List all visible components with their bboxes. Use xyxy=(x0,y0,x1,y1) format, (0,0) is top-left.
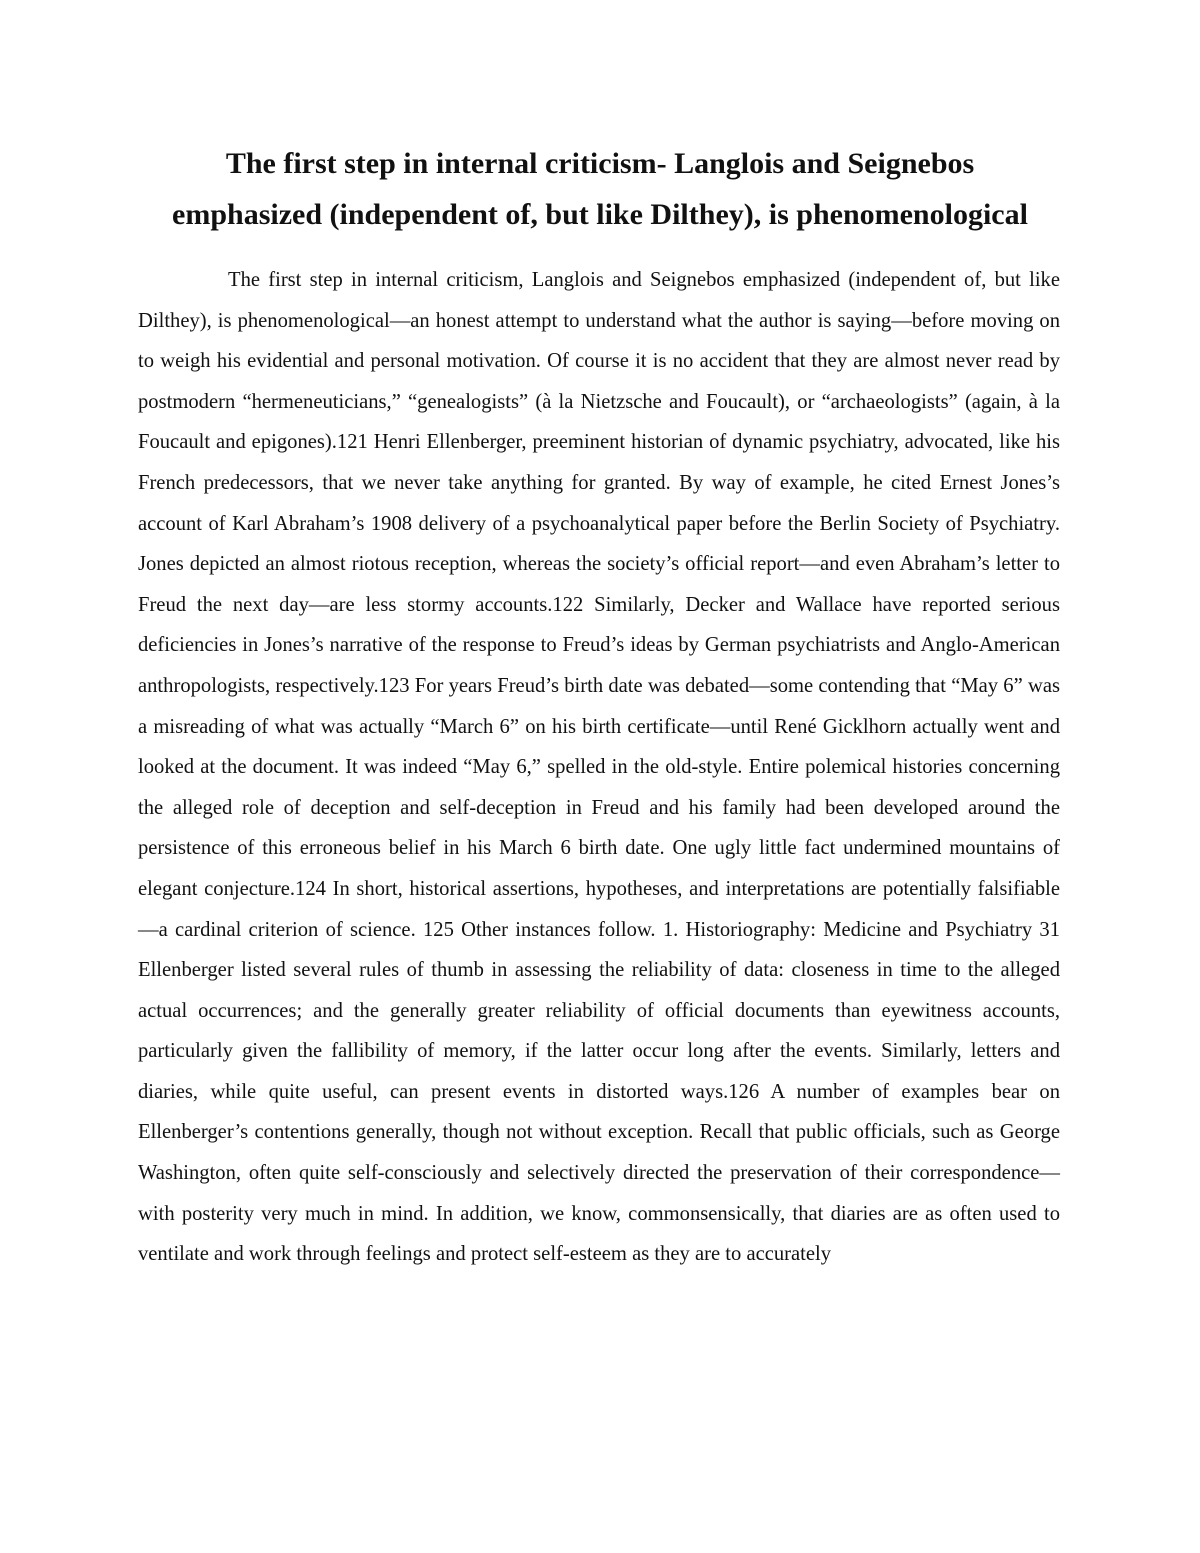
body-paragraph: The first step in internal criticism, Langlois and Seignebos emphasized (independent of, but like Dilthey), is phenomenological—an honest attempt to understand what the author is saying—before moving on to weigh his evidential and personal motivation. Of course it is no accident that they are almost never read by postmodern “hermeneuticians,” “genealogists” (à la Nietzsche and Foucault), or “archaeologists” (again, à la Foucault and epigones).121 Henri Ellenberger, preeminent historian of dynamic psychiatry, advocated, like his French predecessors, that we never take anything for granted. By way of example, he cited Ernest Jones’s account of Karl Abraham’s 1908 delivery of a psychoanalytical paper before the Berlin Society of Psychiatry. Jones depicted an almost riotous reception, whereas the society’s official report—and even Abraham’s letter to Freud the next day—are less stormy accounts.122 Similarly, Decker and Wallace have reported serious deficiencies in Jones’s narrative of the response to Freud’s ideas by German psychiatrists and Anglo-American anthropologists, respectively.123 For years Freud’s birth date was debated—some contending that “May 6” was a misreading of what was actually “March 6” on his birth certificate—until René Gicklhorn actually went and looked at the document. It was indeed “May 6,” spelled in the old-style. Entire polemical histories concerning the alleged role of deception and self-deception in Freud and his family had been developed around the persistence of this erroneous belief in his March 6 birth date. One ugly little fact undermined mountains of elegant conjecture.124 In short, historical assertions, hypotheses, and interpretations are potentially falsifiable—a cardinal criterion of science. 125 Other instances follow. 1. Historiography: Medicine and Psychiatry 31 Ellenberger listed several rules of thumb in assessing the reliability of data: closeness in time to the alleged actual occurrences; and the generally greater reliability of official documents than eyewitness accounts, particularly given the fallibility of memory, if the latter occur long after the events. Similarly, letters and diaries, while quite useful, can present events in distorted ways.126 A number of examples bear on Ellenberger’s contentions generally, though not without exception. Recall that public officials, such as George Washington, often quite self-consciously and selectively directed the preservation of their correspondence—with posterity very much in mind. In addition, we know, commonsensically, that diaries are as often used to ventilate and work through feelings and protect self-esteem as they are to accurately xyxy=(138,269,1060,1266)
document-title: The first step in internal criticism- Langlois and Seignebos emphasized (independent of, but like Dilthey), is phenomenological xyxy=(172,147,1028,231)
